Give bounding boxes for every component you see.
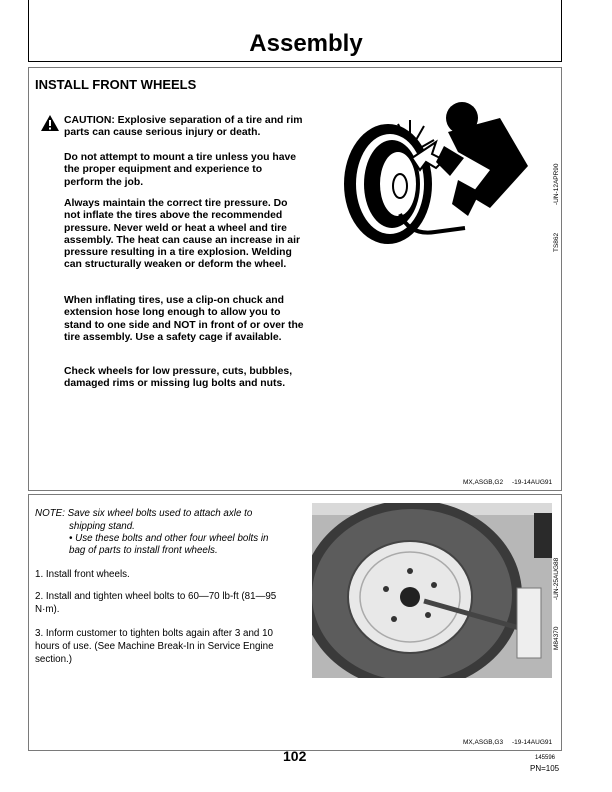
wheel-installation-photo (312, 503, 552, 678)
reference-date: -19-14AUG91 (512, 739, 553, 746)
reference-code: MX,ASGB,G3 (463, 739, 504, 746)
step-2-cont: N·m). (35, 604, 60, 615)
reference-date: -19-14AUG91 (512, 479, 553, 486)
note-line: shipping stand. (69, 521, 135, 532)
page-title: Assembly (249, 30, 363, 57)
pn-number: PN=105 (530, 764, 560, 773)
caution-statement: CAUTION: Explosive separation of a tire and rim parts can cause serious injury or death. (64, 115, 303, 139)
photo-id: M84370 (553, 626, 560, 650)
step-3: 3. Inform customer to tighten bolts again after 3 and 10 (35, 628, 273, 639)
photo-date: -UN-25AUG88 (553, 557, 560, 600)
document-code: 145596 (535, 755, 556, 761)
caution-paragraph: When inflating tires, use a clip-on chuck and extension hose long enough to allow you to stand to one side and NOT in front of or over the tire assembly. Use a safety cage if available. (64, 295, 304, 343)
step-3-cont: section.) (35, 654, 73, 665)
illustration-id: TS862 (553, 232, 560, 252)
caution-paragraph: Always maintain the correct tire pressure. Do not inflate the tires above the recommended pressure. Never weld or heat a wheel and tire assembly. The heat can cause an increase in air pressure resulting in a tire explosion. Welding can structurally weaken or deform the wheel. (64, 198, 301, 271)
caution-paragraph: Do not attempt to mount a tire unless you have the proper equipment and experience to perform the job. (64, 152, 297, 188)
reference-code: MX,ASGB,G2 (463, 479, 504, 486)
step-2: 2. Install and tighten wheel bolts to 60—70 lb-ft (81—95 (35, 591, 277, 602)
warning-triangle-icon (40, 114, 60, 132)
caution-paragraph: Check wheels for low pressure, cuts, bubbles, damaged rims or missing lug bolts and nuts. (64, 366, 293, 390)
note-label: NOTE: (35, 508, 65, 519)
note-bullet: bag of parts to install front wheels. (69, 545, 218, 556)
note-line: Save six wheel bolts used to attach axle to (67, 508, 253, 519)
page-number: 102 (283, 748, 307, 764)
tire-explosion-illustration (340, 96, 552, 266)
section-heading: INSTALL FRONT WHEELS (35, 77, 197, 92)
step-3-cont: hours of use. (See Machine Break-In in Service Engine (35, 641, 274, 652)
step-1: 1. Install front wheels. (35, 569, 130, 580)
note-text (35, 508, 300, 521)
illustration-date: -UN-12APR90 (553, 163, 560, 205)
note-bullet: • Use these bolts and other four wheel bolts in (69, 533, 269, 544)
